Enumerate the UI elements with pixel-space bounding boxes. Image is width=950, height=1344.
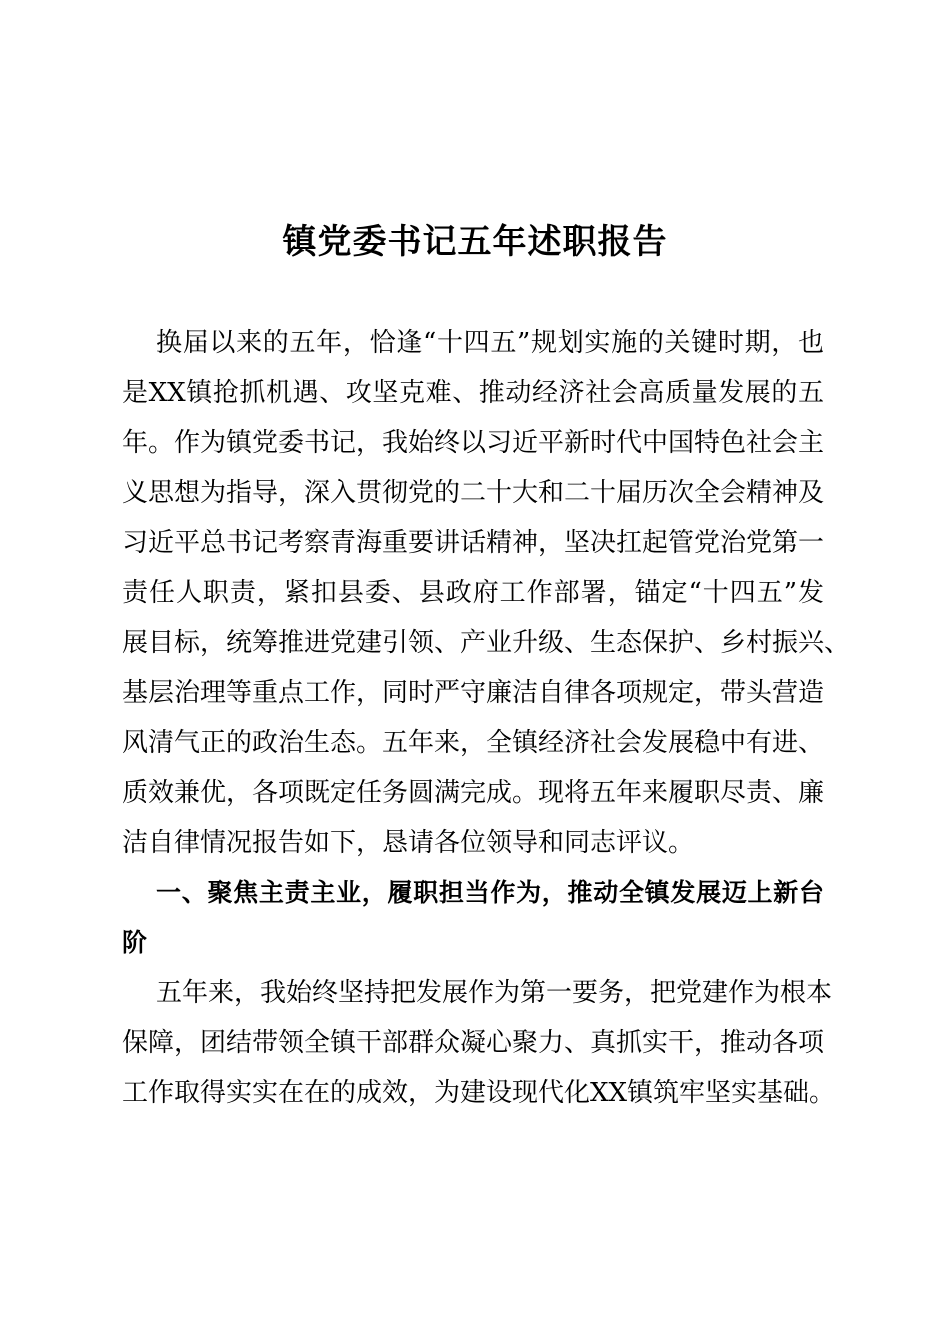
text-line: 质效兼优，各项既定任务圆满完成。现将五年来履职尽责、廉	[122, 778, 825, 808]
text-line: 是XX镇抢抓机遇、攻坚克难、推动经济社会高质量发展的五	[122, 378, 824, 408]
text-line: 洁自律情况报告如下，恳请各位领导和同志评议。	[122, 828, 695, 858]
text-line: 展目标，统筹推进党建引领、产业升级、生态保护、乡村振兴、	[122, 628, 851, 658]
text-line: 保障，团结带领全镇干部群众凝心聚力、真抓实干，推动各项	[122, 1028, 825, 1058]
text-line: 风清气正的政治生态。五年来，全镇经济社会发展稳中有进、	[122, 728, 825, 758]
document-title: 镇党委书记五年述职报告	[282, 222, 668, 262]
heading-line: 阶	[122, 928, 148, 957]
intro-paragraph	[122, 318, 851, 868]
text-line: 工作取得实实在在的成效，为建设现代化XX镇筑牢坚实基础。	[122, 1078, 836, 1108]
text-line: 责任人职责，紧扣县委、县政府工作部署，锚定“十四五”发	[122, 578, 824, 608]
text-line: 五年来，我始终坚持把发展作为第一要务，把党建作为根本	[156, 978, 833, 1008]
heading-line: 一、聚焦主责主业，履职担当作为，推动全镇发展迈上新台	[156, 878, 824, 907]
text-line: 习近平总书记考察青海重要讲话精神，坚决扛起管党治党第一	[122, 528, 825, 558]
section-paragraph	[122, 968, 836, 1118]
text-line: 基层治理等重点工作，同时严守廉洁自律各项规定，带头营造	[122, 678, 825, 708]
document-body	[122, 318, 851, 1118]
section-heading	[122, 868, 824, 968]
text-line: 换届以来的五年，恰逢“十四五”规划实施的关键时期，也	[156, 328, 824, 358]
text-line: 义思想为指导，深入贯彻党的二十大和二十届历次全会精神及	[122, 478, 825, 508]
text-line: 年。作为镇党委书记，我始终以习近平新时代中国特色社会主	[122, 428, 825, 458]
